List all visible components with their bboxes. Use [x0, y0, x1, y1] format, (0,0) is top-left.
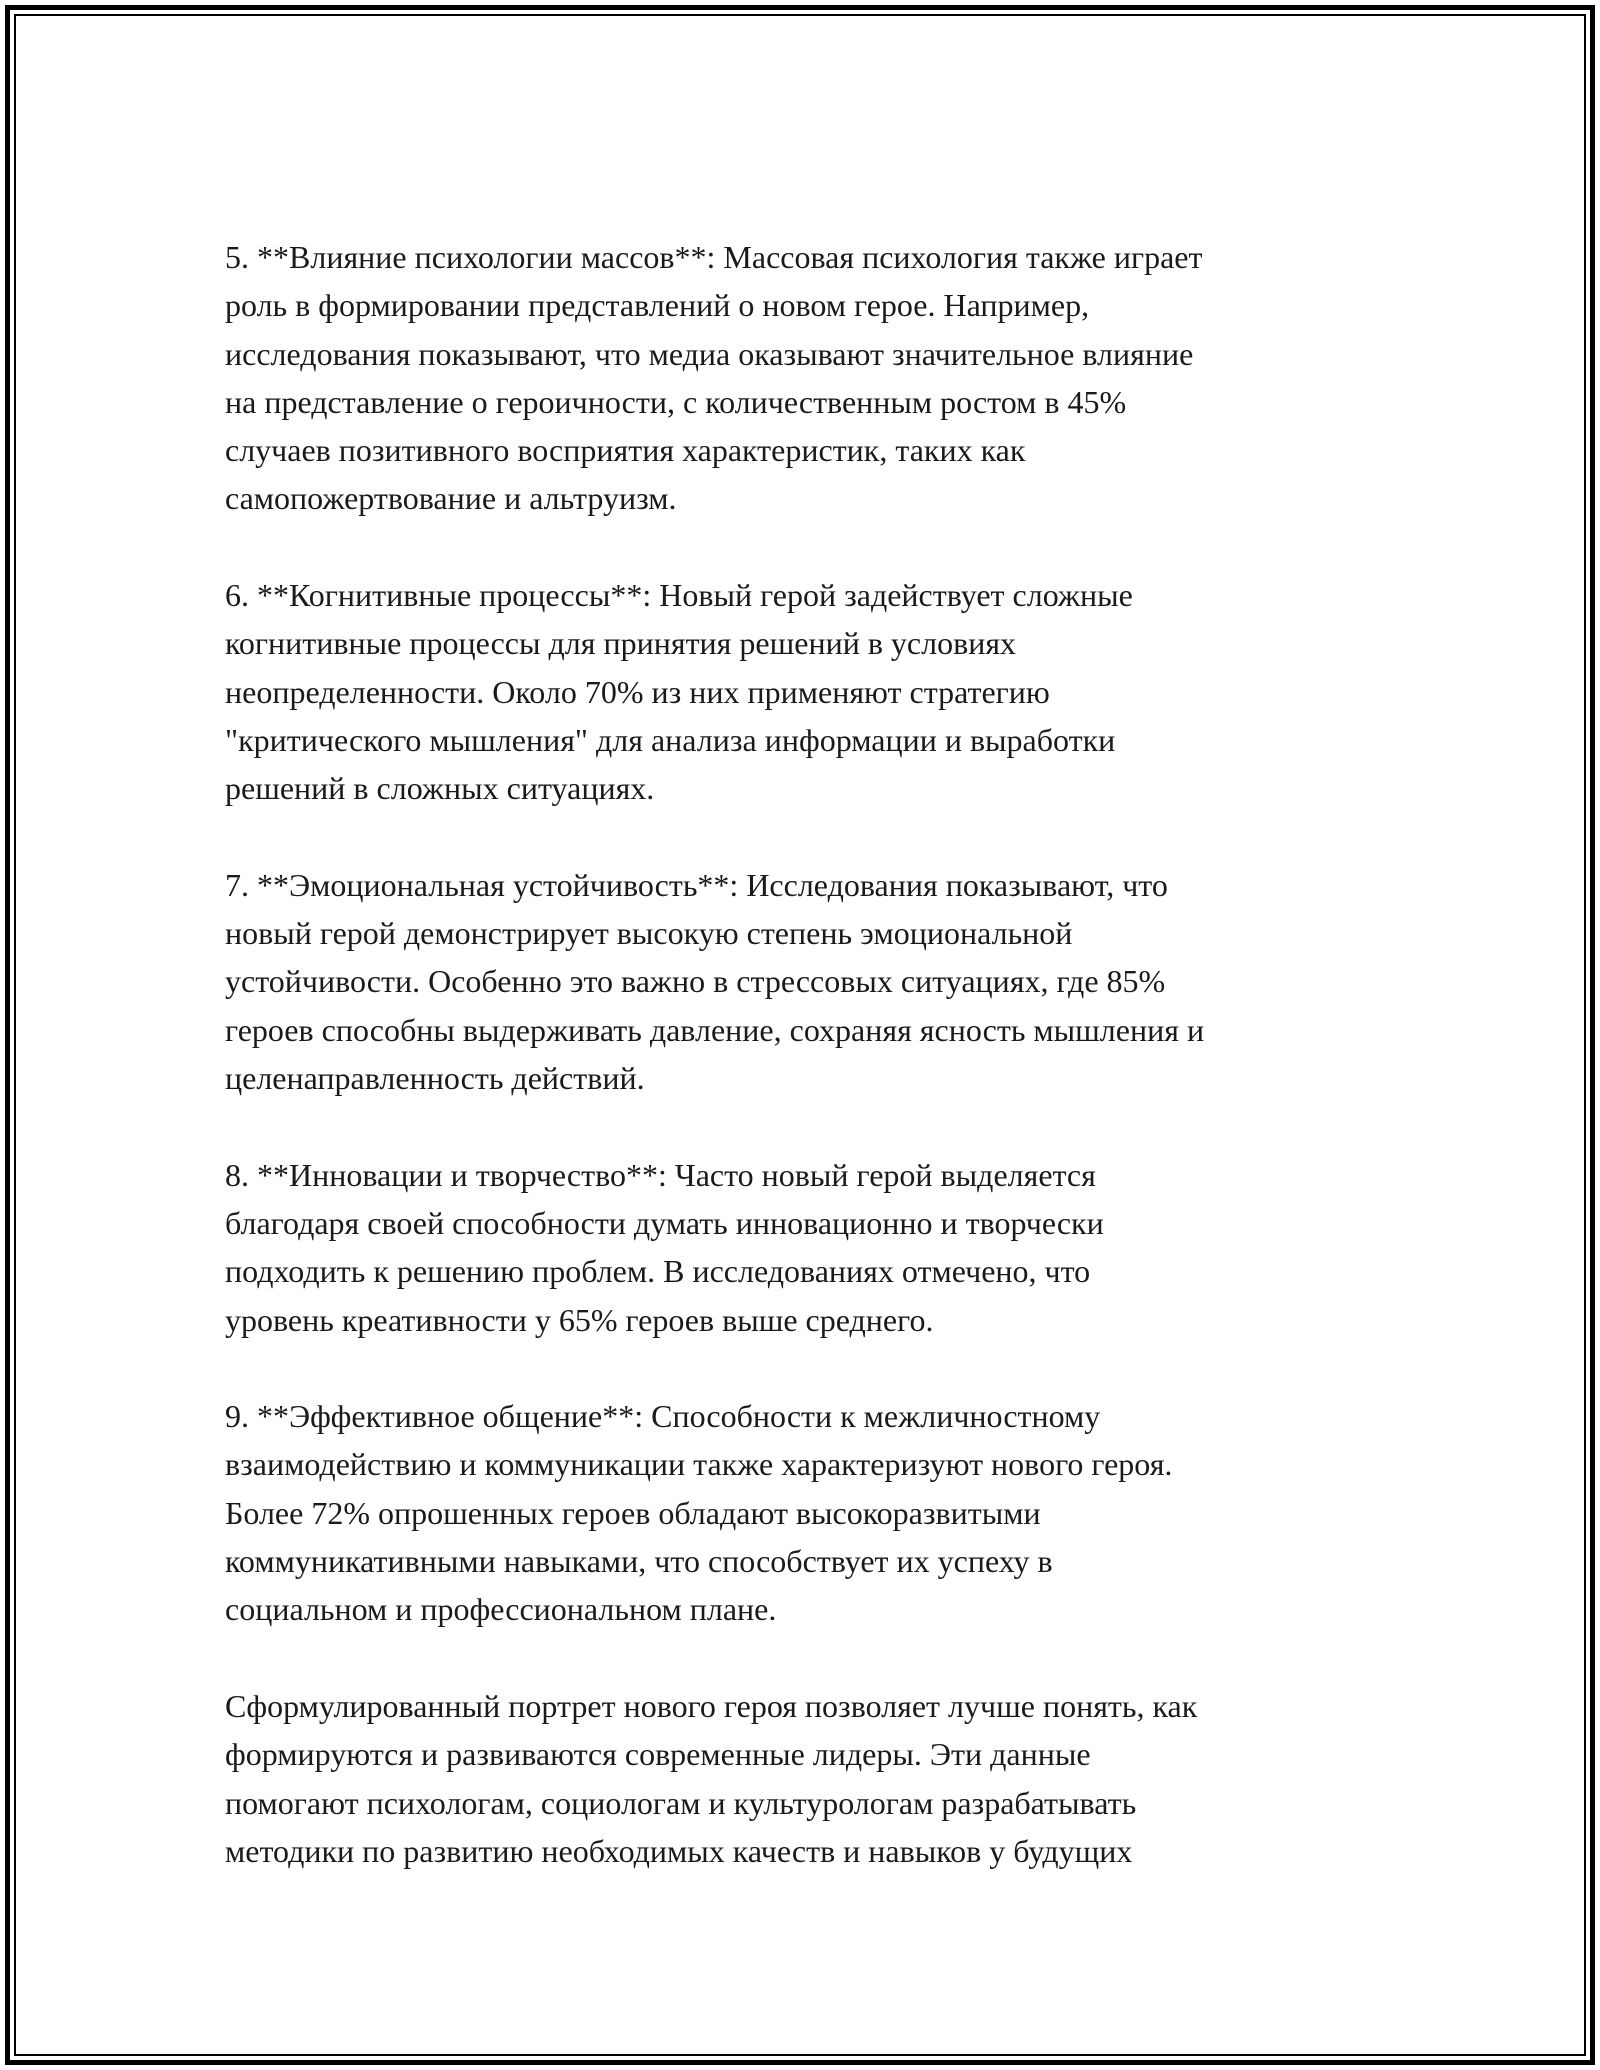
paragraph-item-8 — [225, 1151, 1375, 1344]
text-line: новый герой демонстрирует высокую степень эмоциональной — [225, 915, 1073, 952]
text-line: Более 72% опрошенных героев обладают высокоразвитыми — [225, 1494, 1041, 1531]
paragraph-item-7 — [225, 861, 1375, 1102]
text-line: решений в сложных ситуациях. — [225, 770, 655, 807]
text-line: 6. **Когнитивные процессы**: Новый герой задействует сложные — [225, 577, 1133, 614]
text-line: случаев позитивного восприятия характеристик, таких как — [225, 432, 1026, 469]
text-line: устойчивости. Особенно это важно в стрессовых ситуациях, где 85% — [225, 963, 1166, 1000]
text-line: Сформулированный портрет нового героя позволяет лучше понять, как — [225, 1687, 1198, 1724]
text-line: методики по развитию необходимых качеств и навыков у будущих — [225, 1832, 1133, 1869]
text-line: взаимодействию и коммуникации также характеризуют нового героя. — [225, 1446, 1173, 1483]
text-line: целенаправленность действий. — [225, 1060, 645, 1097]
text-line: 5. **Влияние психологии массов**: Массовая психология также играет — [225, 239, 1203, 275]
document-body — [225, 233, 1375, 1923]
text-line: коммуникативными навыками, что способствует их успеху в — [225, 1543, 1053, 1580]
text-line: социальном и профессиональном плане. — [225, 1591, 777, 1628]
text-line: 8. **Инновации и творчество**: Часто новый герой выделяется — [225, 1156, 1096, 1193]
text-line: помогают психологам, социологам и культурологам разрабатывать — [225, 1784, 1137, 1821]
text-line: исследования показывают, что медиа оказывают значительное влияние — [225, 335, 1194, 372]
text-line: 7. **Эмоциональная устойчивость**: Исследования показывают, что — [225, 866, 1168, 903]
paragraph-item-6 — [225, 571, 1375, 812]
text-line: на представление о героичности, с количественным ростом в 45% — [225, 383, 1127, 420]
text-line: подходить к решению проблем. В исследованиях отмечено, что — [225, 1253, 1091, 1290]
text-line: формируются и развиваются современные лидеры. Эти данные — [225, 1736, 1091, 1773]
text-line: неопределенности. Около 70% из них применяют стратегию — [225, 673, 1050, 710]
text-line: "критического мышления" для анализа информации и выработки — [225, 721, 1116, 758]
text-line: героев способны выдерживать давление, сохраняя ясность мышления и — [225, 1011, 1205, 1048]
text-line: самопожертвование и альтруизм. — [225, 480, 677, 517]
text-line: когнитивные процессы для принятия решений в условиях — [225, 625, 1017, 662]
text-line: 9. **Эффективное общение**: Способности к межличностному — [225, 1398, 1101, 1435]
paragraph-conclusion — [225, 1682, 1375, 1875]
paragraph-item-9 — [225, 1392, 1375, 1633]
text-line: уровень креативности у 65% героев выше среднего. — [225, 1301, 934, 1338]
paragraph-item-5 — [225, 233, 1375, 523]
text-line: роль в формировании представлений о новом герое. Например, — [225, 287, 1090, 324]
text-line: благодаря своей способности думать инновационно и творчески — [225, 1204, 1104, 1241]
